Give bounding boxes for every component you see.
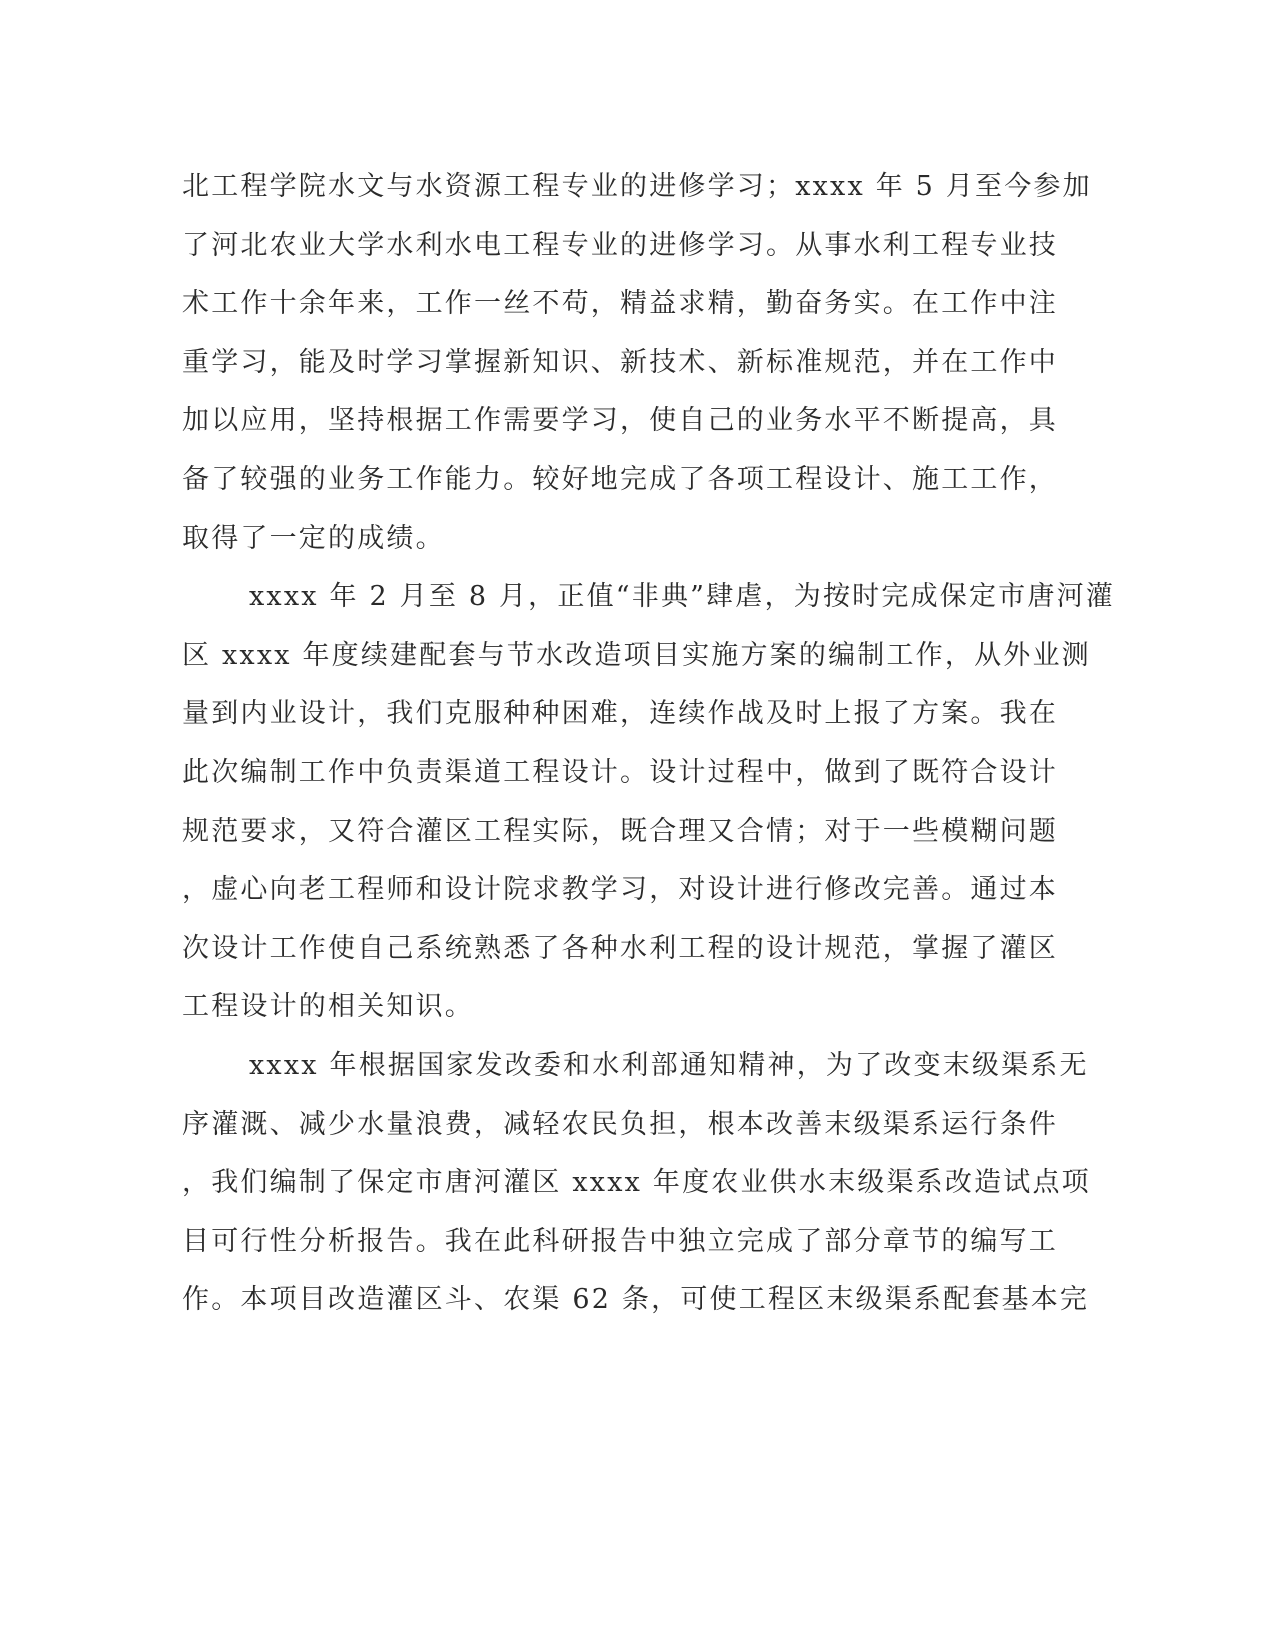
text-line: ，我们编制了保定市唐河灌区 xxxx 年度农业供水末级渠系改造试点项 <box>182 1167 1091 1199</box>
text-line: 规范要求，又符合灌区工程实际，既合理又合情；对于一些模糊问题 <box>182 815 1058 847</box>
text-line: 目可行性分析报告。我在此科研报告中独立完成了部分章节的编写工 <box>182 1225 1058 1257</box>
paragraph-1 <box>182 158 1092 568</box>
text-line: 作。本项目改造灌区斗、农渠 62 条，可使工程区末级渠系配套基本完 <box>182 1284 1090 1316</box>
paragraph-3 <box>182 1037 1091 1330</box>
text-line: 加以应用，坚持根据工作需要学习，使自己的业务水平不断提高，具 <box>182 405 1058 437</box>
text-line: 序灌溉、减少水量浪费，减轻农民负担，根本改善末级渠系运行条件 <box>182 1108 1058 1140</box>
text-line: 此次编制工作中负责渠道工程设计。设计过程中，做到了既符合设计 <box>182 756 1058 788</box>
text-line: 术工作十余年来，工作一丝不苟，精益求精，勤奋务实。在工作中注 <box>182 288 1058 320</box>
paragraph-2 <box>182 568 1115 1037</box>
text-line: 了河北农业大学水利水电工程专业的进修学习。从事水利工程专业技 <box>182 229 1058 261</box>
text-line: xxxx 年 2 月至 8 月，正值“非典”肆虐，为按时完成保定市唐河灌 <box>249 581 1115 613</box>
text-line: ，虚心向老工程师和设计院求教学习，对设计进行修改完善。通过本 <box>182 874 1058 906</box>
text-line: 次设计工作使自己系统熟悉了各种水利工程的设计规范，掌握了灌区 <box>182 932 1058 964</box>
text-line: 重学习，能及时学习掌握新知识、新技术、新标准规范，并在工作中 <box>182 346 1058 378</box>
text-line: 北工程学院水文与水资源工程专业的进修学习；xxxx 年 5 月至今参加 <box>182 171 1092 202</box>
text-line: 工程设计的相关知识。 <box>182 991 474 1023</box>
text-line: 取得了一定的成绩。 <box>182 522 445 554</box>
text-line: xxxx 年根据国家发改委和水利部通知精神，为了改变末级渠系无 <box>249 1049 1089 1081</box>
text-line: 备了较强的业务工作能力。较好地完成了各项工程设计、施工工作， <box>182 463 1058 495</box>
text-line: 量到内业设计，我们克服种种困难，连续作战及时上报了方案。我在 <box>182 698 1058 730</box>
body-text <box>182 158 1115 1330</box>
text-line: 区 xxxx 年度续建配套与节水改造项目实施方案的编制工作，从外业测 <box>182 639 1091 671</box>
